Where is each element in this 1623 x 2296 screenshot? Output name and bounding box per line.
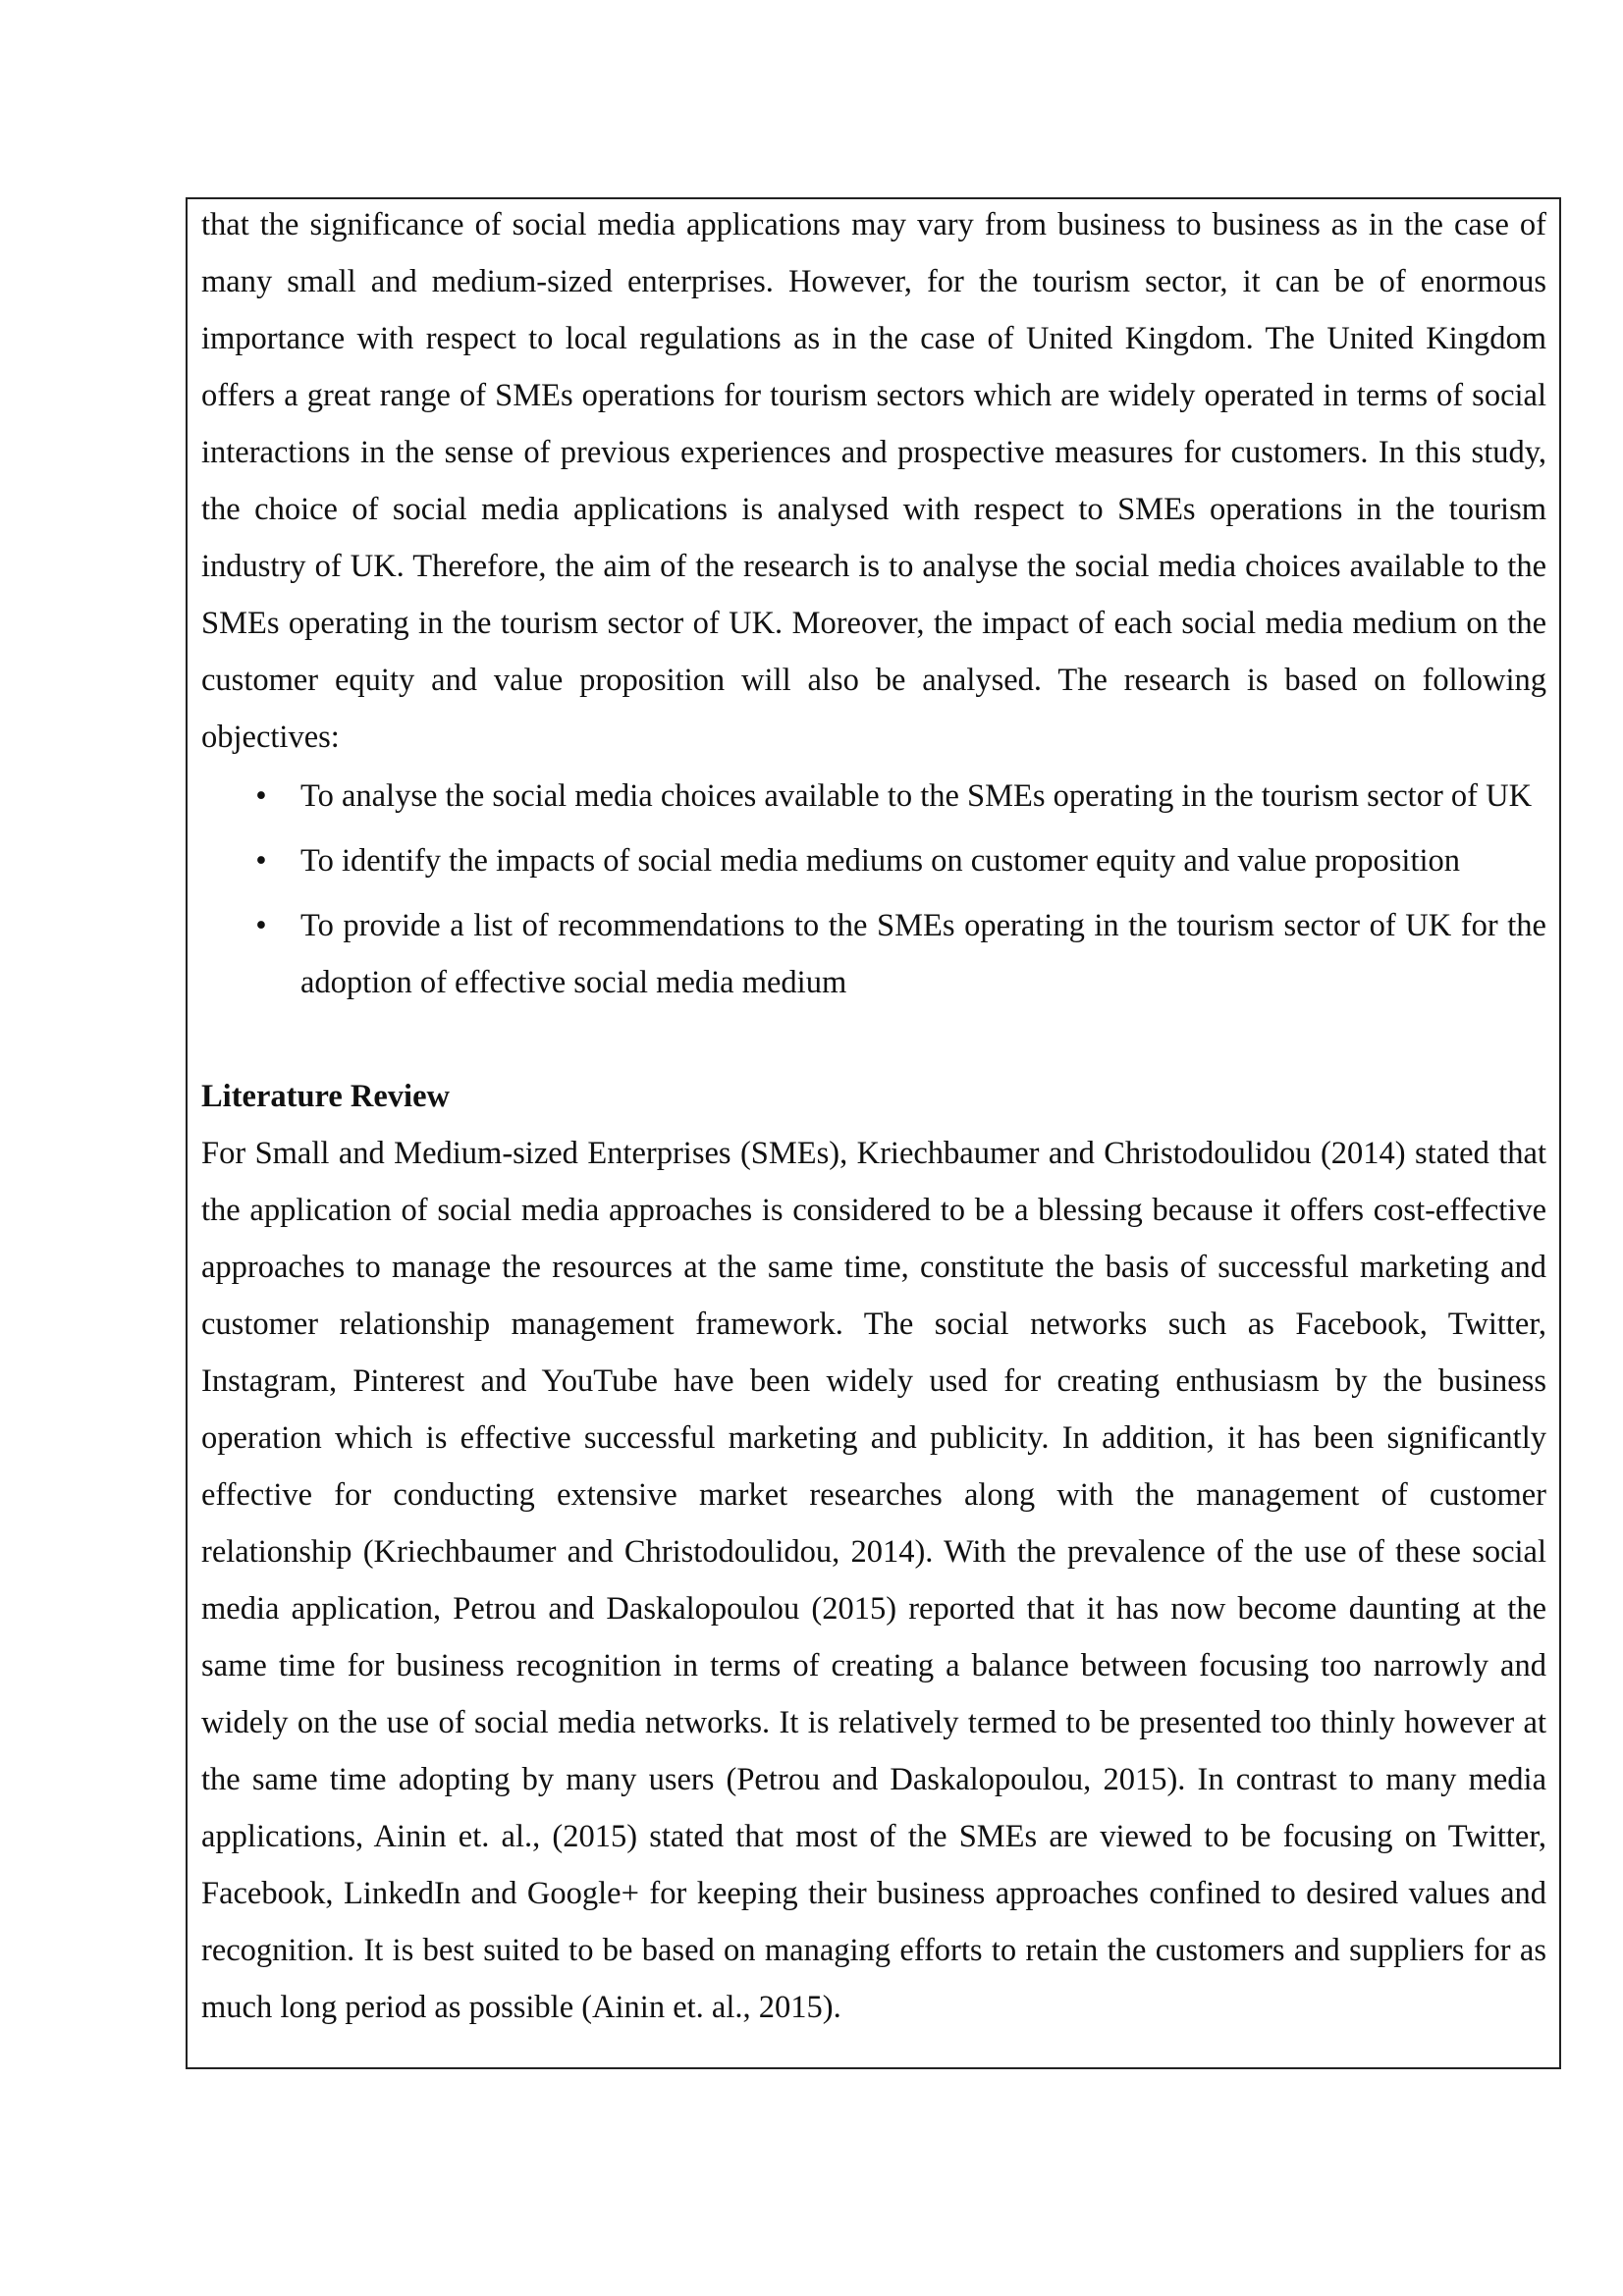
section-heading-literature-review: Literature Review (201, 1079, 450, 1114)
bullet-icon: • (255, 908, 267, 943)
section-spacer (201, 1019, 1546, 1068)
bullet-icon: • (255, 778, 267, 814)
intro-paragraph: that the significance of social media applications may vary from business to business as in the case of many small and medium-sized enterprises. However, for the tourism sector, it can be of enormous importance with respect to local regulations as in the case of United Kingdom. The United Kingdom offers a great range of SMEs operations for tourism sectors which are widely operated in terms of social interactions in the sense of previous experiences and prospective measures for customers. In this study, the choice of social media applications is analysed with respect to SMEs operations in the tourism industry of UK. Therefore, the aim of the research is to analyse the social media choices available to the SMEs operating in the tourism sector of UK. Moreover, the impact of each social media medium on the customer equity and value proposition will also be analysed. The research is based on following objectives: (201, 207, 1546, 755)
objective-text: To analyse the social media choices available to the SMEs operating in the tourism sector of UK (300, 778, 1533, 814)
objective-text: To provide a list of recommendations to the SMEs operating in the tourism sector of UK for the adoption of effective social media medium (300, 908, 1546, 1000)
literature-review-paragraph: For Small and Medium-sized Enterprises (SMEs), Kriechbaumer and Christodoulidou (2014) stated that the application of social media approaches is considered to be a blessing because it offers cost-effective approaches to manage the resources at the same time, constitute the basis of successful marketing and customer relationship management framework. The social networks such as Facebook, Twitter, Instagram, Pinterest and YouTube have been widely used for creating enthusiasm by the business operation which is effective successful marketing and publicity. In addition, it has been significantly effective for conducting extensive market researches along with the management of customer relationship (Kriechbaumer and Christodoulidou, 2014). With the prevalence of the use of these social media application, Petrou and Daskalopoulou (2015) reported that it has now become daunting at the same time for business recognition in terms of creating a balance between focusing too narrowly and widely on the use of social media networks. It is relatively termed to be presented too thinly however at the same time adopting by many users (Petrou and Daskalopoulou, 2015). In contrast to many media applications, Ainin et. al., (2015) stated that most of the SMEs are viewed to be focusing on Twitter, Facebook, LinkedIn and Google+ for keeping their business approaches confined to desired values and recognition. It is best suited to be based on managing efforts to retain the customers and suppliers for as much long period as possible (Ainin et. al., 2015). (201, 1136, 1546, 2025)
objectives-list (201, 768, 1546, 1011)
document-body (201, 196, 1546, 2036)
objective-item (201, 897, 1546, 1011)
bullet-icon: • (255, 843, 267, 879)
objective-item (201, 768, 1546, 825)
objective-text: To identify the impacts of social media mediums on customer equity and value proposition (300, 843, 1461, 879)
objective-item (201, 832, 1546, 889)
